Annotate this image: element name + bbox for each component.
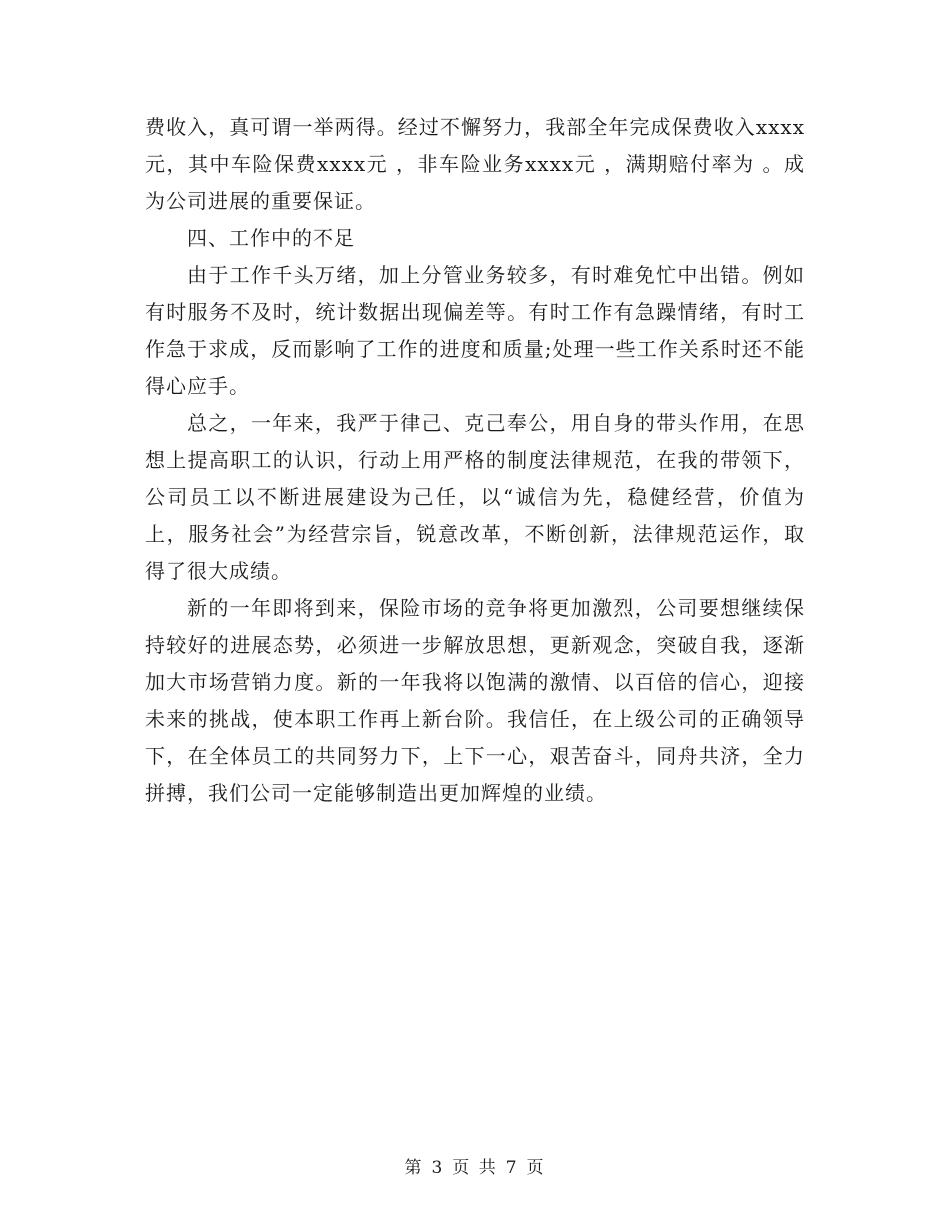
paragraph-shortcomings: 由于工作千头万绪，加上分管业务较多，有时难免忙中出错。例如有时服务不及时，统计数据出现偏差等。有时工作有急躁情绪，有时工作急于求成，反而影响了工作的进度和质量;处理一些工作关系时还不能得心应手。 bbox=[145, 263, 805, 398]
footer-total-pages: 7 bbox=[505, 1158, 519, 1178]
paragraph-summary: 总之，一年来，我严于律己、克己奉公，用自身的带头作用，在思想上提高职工的认识，行动上用严格的制度法律规范，在我的带领下，公司员工以不断进展建设为己任，以“诚信为先，稳健经营，价值为上，服务社会”为经营宗旨，锐意改革，不断创新，法律规范运作，取得了很大成绩。 bbox=[145, 411, 805, 583]
footer-prefix: 第 bbox=[404, 1158, 424, 1178]
footer-current-page: 3 bbox=[431, 1158, 445, 1178]
page-footer bbox=[0, 1153, 950, 1178]
footer-middle: 页 共 bbox=[452, 1158, 498, 1178]
paragraph-outlook: 新的一年即将到来，保险市场的竞争将更加激烈，公司要想继续保持较好的进展态势，必须进一步解放思想，更新观念，突破自我，逐渐加大市场营销力度。新的一年我将以饱满的激情、以百倍的信心，迎接未来的挑战，使本职工作再上新台阶。我信任，在上级公司的正确领导下，在全体员工的共同努力下，上下一心，艰苦奋斗，同舟共济，全力拼搏，我们公司一定能够制造出更加辉煌的业绩。 bbox=[145, 596, 805, 805]
footer-suffix: 页 bbox=[526, 1158, 546, 1178]
paragraph-continuation: 费收入，真可谓一举两得。经过不懈努力，我部全年完成保费收入xxxx元，其中车险保费xxxx元 ，非车险业务xxxx元 ，满期赔付率为 。成为公司进展的重要保证。 bbox=[145, 115, 805, 213]
document-body bbox=[145, 109, 805, 812]
section-heading: 四、工作中的不足 bbox=[187, 226, 355, 250]
